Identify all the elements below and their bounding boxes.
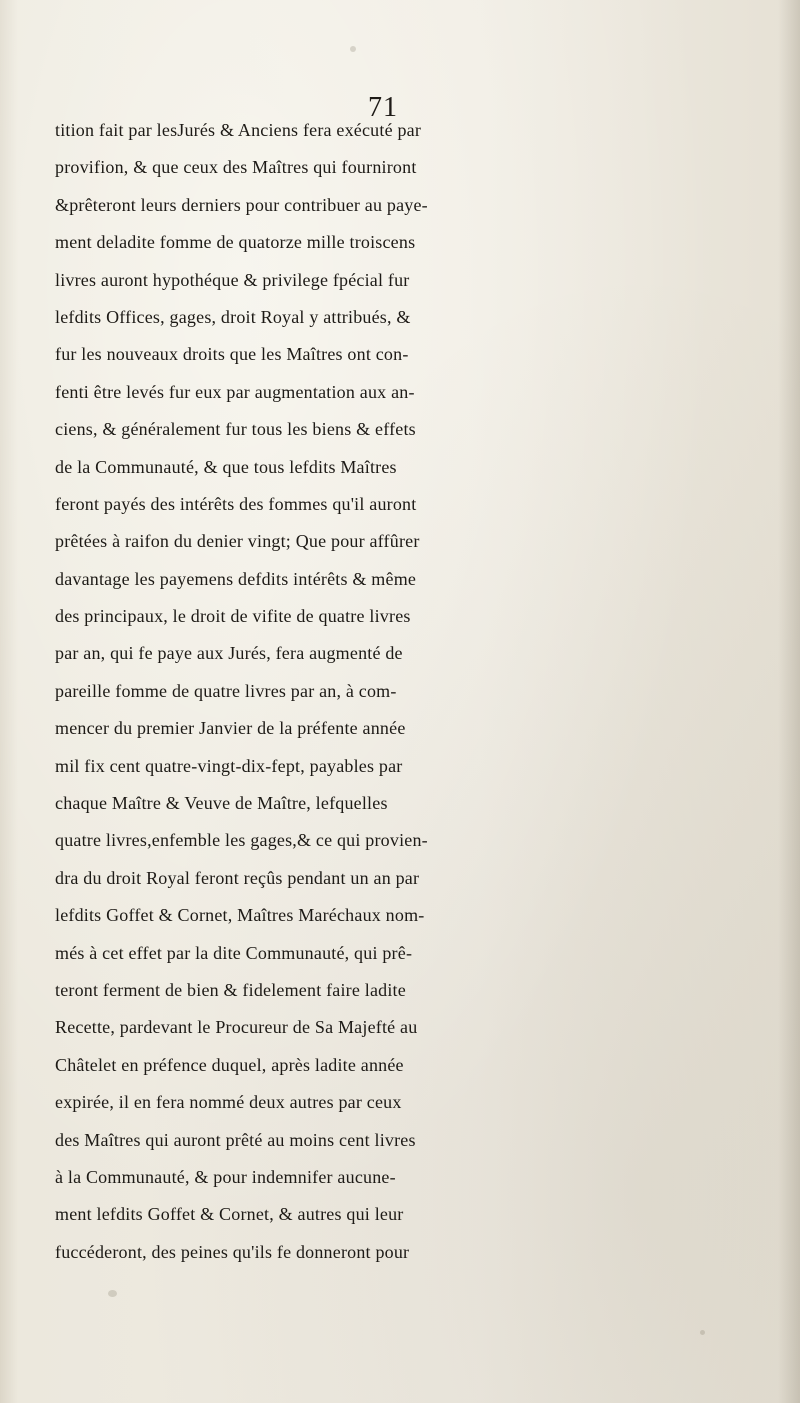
body-text	[55, 112, 795, 1271]
text-line: fuccéderont, des peines qu'ils fe donneront pour	[55, 1241, 410, 1262]
text-line: dra du droit Royal feront reçûs pendant un an par	[55, 867, 420, 888]
text-line: lefdits Offices, gages, droit Royal y attribués, &	[55, 306, 411, 327]
text-line: livres auront hypothéque & privilege fpécial fur	[55, 269, 410, 290]
text-line: mencer du premier Janvier de la préfente année	[55, 718, 406, 739]
text-line: Recette, pardevant le Procureur de Sa Majefté au	[55, 1017, 418, 1038]
text-line: ciens, & généralement fur tous les biens & effets	[55, 419, 416, 440]
text-line: ment deladite fomme de quatorze mille troiscens	[55, 232, 416, 253]
text-line: prêtées à raifon du denier vingt; Que pour affûrer	[55, 531, 420, 552]
text-line: à la Communauté, & pour indemnifer aucune-	[55, 1166, 396, 1187]
text-line: Châtelet en préfence duquel, après ladite année	[55, 1054, 404, 1075]
text-line: ment lefdits Goffet & Cornet, & autres qui leur	[55, 1204, 404, 1225]
paper-speck	[108, 1290, 117, 1297]
text-line: mil fix cent quatre-vingt-dix-fept, payables par	[55, 755, 403, 776]
text-line: tition fait par lesJurés & Anciens fera exécuté par	[55, 120, 422, 140]
text-line: fenti être levés fur eux par augmentation aux an-	[55, 381, 415, 402]
text-line: de la Communauté, & que tous lefdits Maîtres	[55, 456, 397, 477]
text-line: expirée, il en fera nommé deux autres par ceux	[55, 1092, 402, 1113]
paper-speck	[350, 46, 356, 52]
text-line: davantage les payemens defdits intérêts & même	[55, 568, 417, 589]
text-line: lefdits Goffet & Cornet, Maîtres Maréchaux nom-	[55, 905, 425, 926]
text-line: chaque Maître & Veuve de Maître, lefquelles	[55, 793, 388, 814]
text-line: des principaux, le droit de vifite de quatre livres	[55, 606, 411, 627]
paper-speck	[700, 1330, 705, 1335]
text-line: teront ferment de bien & fidelement faire ladite	[55, 979, 406, 1000]
text-line: quatre livres,enfemble les gages,& ce qui provien-	[55, 830, 428, 851]
text-line: par an, qui fe paye aux Jurés, fera augmenté de	[55, 643, 403, 664]
text-line: pareille fomme de quatre livres par an, à com-	[55, 680, 397, 701]
text-line: &prêteront leurs derniers pour contribuer au paye-	[55, 194, 428, 215]
text-line: provifion, & que ceux des Maîtres qui fourniront	[55, 157, 417, 178]
page-number: 71	[368, 92, 398, 123]
text-line: des Maîtres qui auront prêté au moins cent livres	[55, 1129, 416, 1150]
text-line: feront payés des intérêts des fommes qu'il auront	[55, 493, 417, 514]
text-line: fur les nouveaux droits que les Maîtres ont con-	[55, 344, 409, 365]
text-line: més à cet effet par la dite Communauté, qui prê-	[55, 942, 413, 963]
